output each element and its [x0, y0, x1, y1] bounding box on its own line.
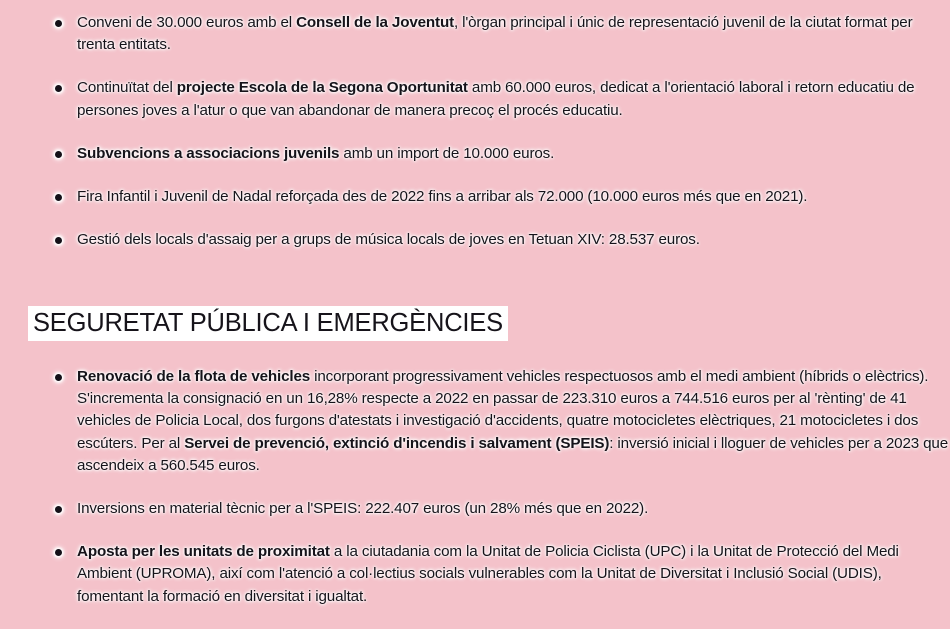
body-text: , l'òrgan principal i únic de representació juvenil de la ciutat format per trenta entitats.: [77, 14, 913, 54]
body-text: amb 60.000 euros, dedicat a l'orientació laboral i retorn educatiu de persones joves a l'atur o que van abandonar de manera precoç el procés educatiu.: [77, 79, 915, 119]
bullet-point-icon: [55, 506, 62, 513]
list-item-text: [77, 543, 899, 604]
list-item-text: [77, 231, 700, 248]
list-item: [0, 498, 950, 520]
body-text: : inversió inicial i lloguer de vehicles per a 2023 que ascendeix a 560.545 euros.: [77, 434, 949, 474]
bullet-point-icon: [55, 151, 62, 158]
body-text: Fira Infantil i Juvenil de Nadal reforçada des de 2022 fins a arribar als 72.000 (10.000 euros més que en 2021).: [77, 188, 808, 206]
emphasised-text: Renovació de la flota de vehicles: [77, 368, 311, 385]
bullet-point-icon: [55, 374, 62, 381]
body-text: amb un import de 10.000 euros.: [339, 144, 555, 162]
list-item-text: [77, 368, 948, 474]
list-item: [0, 143, 950, 165]
bullet-point-icon: [55, 549, 62, 556]
bullet-point-icon: [55, 20, 62, 27]
emphasised-text: Consell de la Joventut: [296, 14, 454, 31]
bullet-list-seguretat-publica: [0, 366, 950, 629]
bullet-point-icon: [55, 85, 62, 92]
list-item: [0, 366, 950, 477]
emphasised-text: Aposta per les unitats de proximitat: [77, 543, 330, 561]
emphasised-text: Subvencions a associacions juvenils: [77, 144, 340, 162]
list-item-text: [77, 188, 807, 205]
bullet-point-icon: [55, 237, 62, 244]
body-text: Gestió dels locals d'assaig per a grups de música locals de joves en Tetuan XIV: 28.537 euros.: [77, 231, 700, 249]
emphasised-text: Servei de prevenció, extinció d'incendis i salvament (SPEIS): [184, 434, 610, 452]
list-item: [0, 229, 950, 251]
list-item: [0, 77, 950, 121]
list-item-text: [77, 145, 554, 162]
list-item: [0, 186, 950, 208]
bullet-point-icon: [55, 194, 62, 201]
bullet-list-joventut: [0, 12, 950, 251]
section-heading-seguretat-publica: SEGURETAT PÚBLICA I EMERGÈNCIES: [28, 306, 508, 341]
list-item-text: [77, 500, 648, 517]
body-text: Conveni de 30.000 euros amb el: [77, 14, 297, 31]
body-text: incorporant progressivament vehicles respectuosos amb el medi ambient (híbrids o elèctrics). S'incrementa la consignació en un 16,28% respecte a 2022 en passar de 223.310 euros a 744.516 euros per al 'rènting' de 41 vehicles de Policia Local, dos furgons d'atestats i investigació d'accidents, quatre motocicletes elèctriques, 21 motocicletes i dos escúters. Per al: [77, 368, 929, 452]
list-item: [0, 12, 950, 56]
list-item-text: [77, 14, 912, 53]
emphasised-text: projecte Escola de la Segona Oportunitat: [176, 79, 468, 97]
body-text: Continuïtat del: [77, 79, 177, 97]
list-item: [0, 541, 950, 608]
list-item-text: [77, 79, 914, 118]
body-text: a la ciutadania com la Unitat de Policia Ciclista (UPC) i la Unitat de Protecció del Medi Ambient (UPROMA), així com l'atenció a col·lectius socials vulnerables com la Unitat de Diversitat i Inclusió Social (UDIS), fomentant la formació en diversitat i igualtat.: [77, 543, 899, 605]
body-text: Inversions en material tècnic per a l'SPEIS: 222.407 euros (un 28% més que en 2022).: [77, 500, 649, 518]
